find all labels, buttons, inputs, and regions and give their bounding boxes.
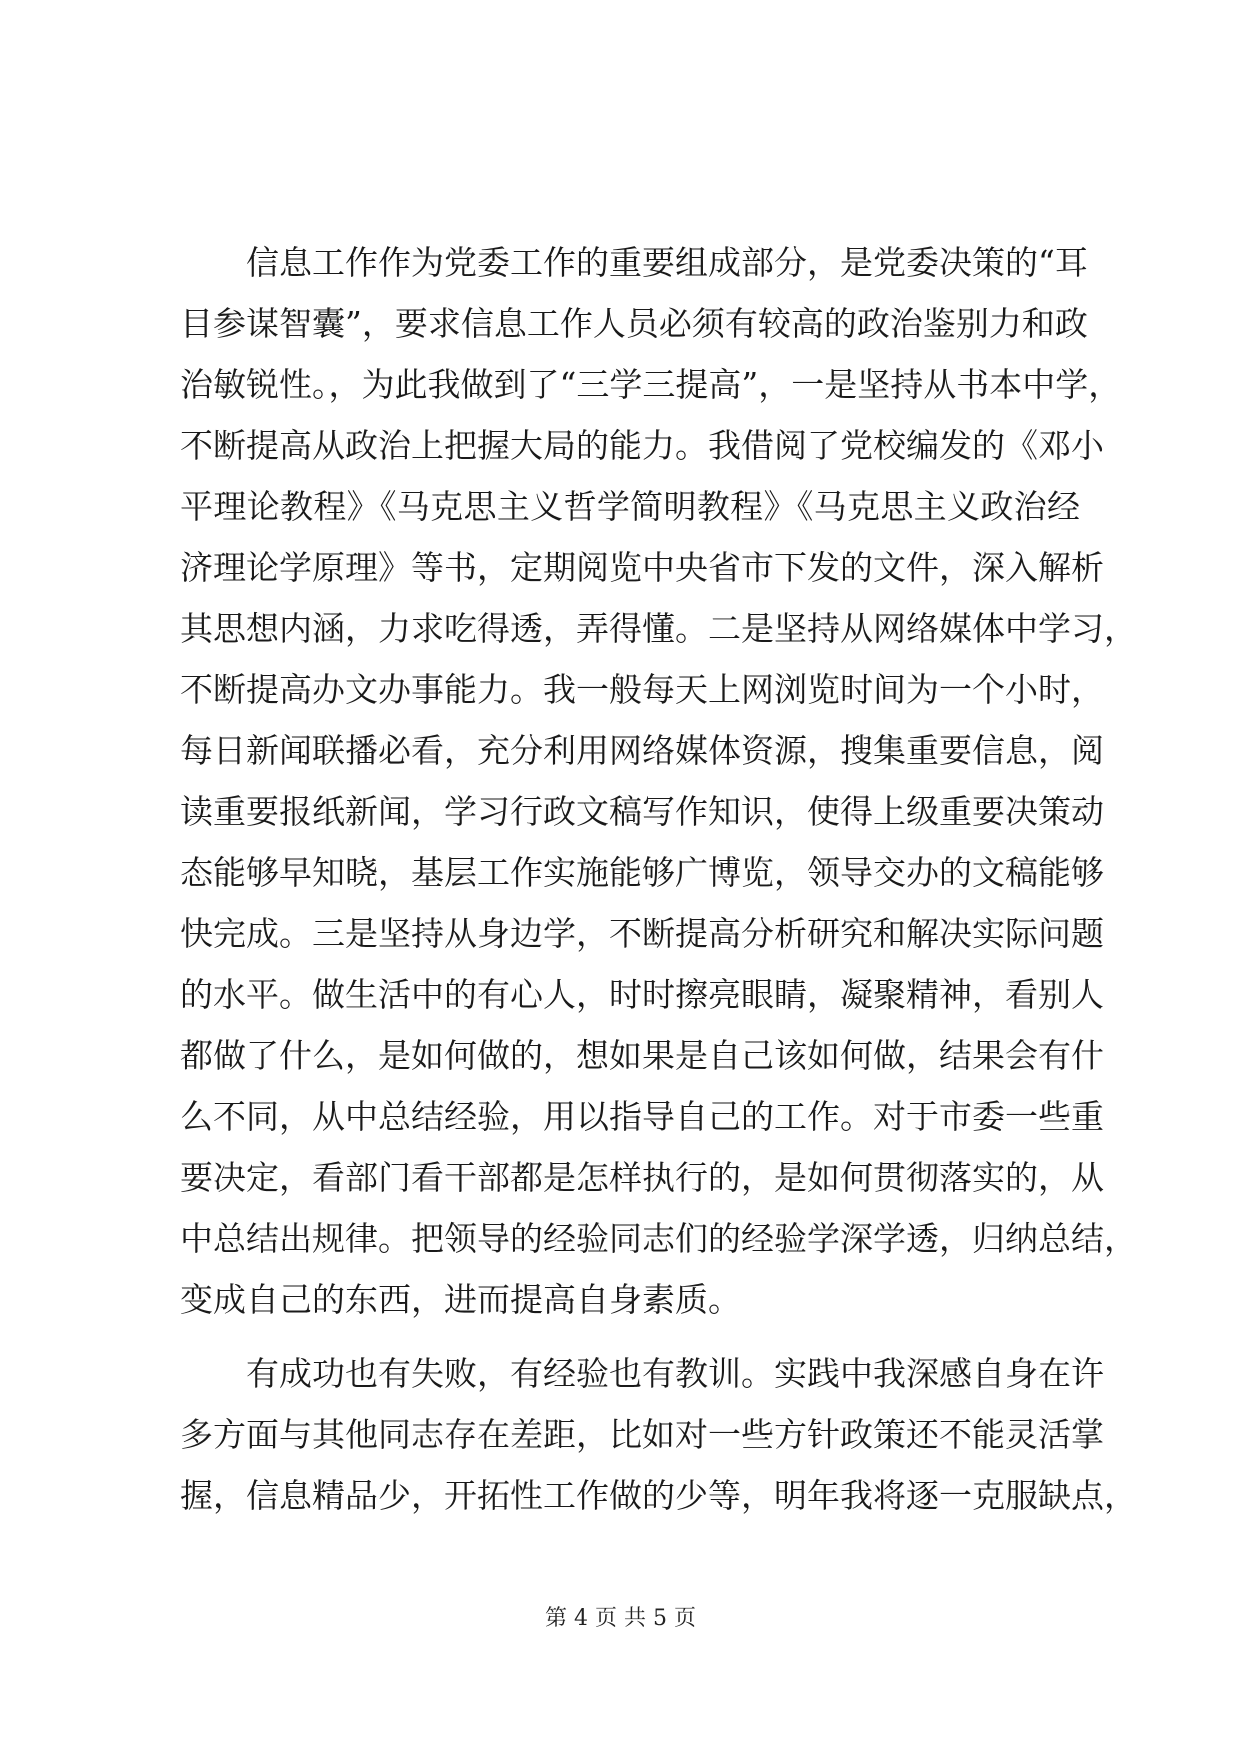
paragraph-line: 不断提高办文办事能力。我一般每天上网浏览时间为一个小时， [180, 670, 1104, 709]
paragraph-line: 不断提高从政治上把握大局的能力。我借阅了党校编发的《邓小 [180, 426, 1104, 465]
paragraph-line: 态能够早知晓，基层工作实施能够广博览，领导交办的文稿能够 [180, 853, 1104, 892]
paragraph-spacer [180, 1330, 1080, 1343]
paragraph-line: 平理论教程》《马克思主义哲学简明教程》《马克思主义政治经 [180, 487, 1080, 526]
paragraph-line: 快完成。三是坚持从身边学，不断提高分析研究和解决实际问题 [180, 914, 1104, 953]
paragraph-line: 济理论学原理》等书，定期阅览中央省市下发的文件，深入解析 [180, 548, 1104, 587]
paragraph-line: 握，信息精品少，开拓性工作做的少等，明年我将逐一克服缺点， [180, 1476, 1137, 1515]
paragraph-line: 么不同，从中总结经验，用以指导自己的工作。对于市委一些重 [180, 1097, 1104, 1136]
paragraph-line: 有成功也有失败，有经验也有教训。实践中我深感自身在许 [246, 1354, 1104, 1393]
paragraph-line: 要决定，看部门看干部都是怎样执行的，是如何贯彻落实的，从 [180, 1158, 1104, 1197]
paragraph-line: 每日新闻联播必看，充分利用网络媒体资源，搜集重要信息，阅 [180, 731, 1104, 770]
paragraph-line: 治敏锐性。，为此我做到了“三学三提高”，一是坚持从书本中学， [180, 365, 1122, 404]
paragraph-line: 读重要报纸新闻，学习行政文稿写作知识，使得上级重要决策动 [180, 792, 1104, 831]
paragraph-line: 都做了什么，是如何做的，想如果是自己该如何做，结果会有什 [180, 1036, 1104, 1075]
paragraph-line: 目参谋智囊”，要求信息工作人员必须有较高的政治鉴别力和政 [180, 304, 1088, 343]
paragraph-1 [180, 232, 1137, 1330]
paragraph-line: 中总结出规律。把领导的经验同志们的经验学深学透，归纳总结， [180, 1219, 1137, 1258]
paragraph-line: 变成自己的东西，进而提高自身素质。 [180, 1280, 741, 1319]
paragraph-line: 其思想内涵，力求吃得透，弄得懂。二是坚持从网络媒体中学习， [180, 609, 1137, 648]
paragraph-line: 的水平。做生活中的有心人，时时擦亮眼睛，凝聚精神，看别人 [180, 975, 1104, 1014]
paragraph-line: 多方面与其他同志存在差距，比如对一些方针政策还不能灵活掌 [180, 1415, 1104, 1454]
paragraph-line: 信息工作作为党委工作的重要组成部分，是党委决策的“耳 [246, 243, 1088, 282]
document-body [180, 232, 1137, 1526]
paragraph-2 [180, 1343, 1137, 1526]
page-number-footer: 第 4 页 共 5 页 [545, 1606, 696, 1631]
